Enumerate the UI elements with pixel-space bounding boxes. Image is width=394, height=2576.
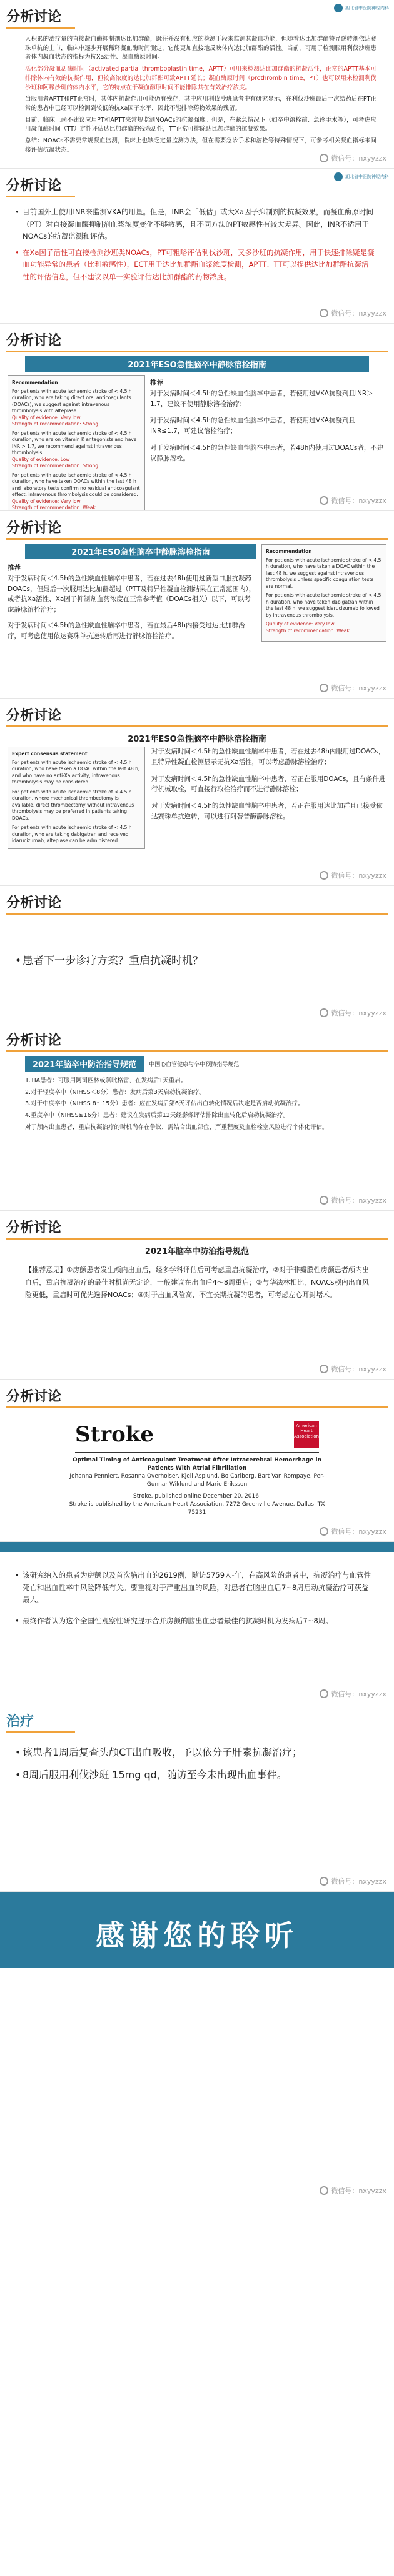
stroke-journal-logo: Stroke xyxy=(75,1422,154,1447)
paragraph: 人积累的治疗量的直接凝血酶抑制剂达比加群酯，既往并没有相应的检测手段来监测其凝血功能，但随着达比加群酯特异逆转剂依达赛珠单抗的上市，临床中逐步开展稀释凝血酶时间测定，它能更加直接地反映体内达比加群酯的活性。当前，可用于检测服用利伐沙班患者体内凝血状态的指标为抗Xa活性、凝血酶原时间。 xyxy=(25,36,376,61)
zh-paragraph: 对于发病时间＜4.5h的急性缺血性脑卒中患者，若在过去48h内服用过DOACs，且特异性凝血检测显示无抗Xa活性，可以考虑静脉溶栓治疗； xyxy=(151,748,385,766)
section-heading: 分析讨论 xyxy=(6,1388,62,1405)
slide-subtitle: 2021年ESO急性脑卒中静脉溶栓指南 xyxy=(128,735,266,744)
paragraph: 3.对于中度卒中（NIHSS 8～15分）患者：应在发病后第6天评估出血转化情况后决定是否启动抗凝治疗。 xyxy=(25,1100,304,1108)
zh-paragraph: 对于发病时间＜4.5h的急性缺血性脑卒中患者，若48h内使用过DOACs者，不建议静脉溶栓。 xyxy=(150,444,384,462)
bullet-item: • 该患者1周后复查头颅CT出血吸收，予以依分子肝素抗凝治疗； xyxy=(14,1744,375,1761)
box-text: For patients with acute ischaemic stroke of < 4.5 h duration, who are taking direct oral anticoagulants (DOACs), we suggest against intravenous thrombolysis with alteplase. xyxy=(12,388,132,414)
blank-area xyxy=(0,1968,394,2191)
zh-paragraph: 对于发病时间＜4.5h的急性缺血性脑卒中患者，若在过去48h使用过新型口服抗凝药DOACs，但最后一次服用达比加群超过（PTT及特异性凝血检测结果在正常范围内），或者抗Xa活性、Xa因子抑制剂血药浓度在正常参考值（DOACs相关）以下，可以考虑静脉溶栓治疗； xyxy=(8,574,256,614)
zh-paragraph: 对于发病时间＜4.5h的急性缺血性脑卒中患者，若在最后48h内接受过达比加群治疗，可考虑使用依达赛珠单抗逆转后再进行静脉溶栓治疗。 xyxy=(8,621,245,640)
wechat-icon xyxy=(320,1196,328,1205)
section-heading: 分析讨论 xyxy=(6,332,62,349)
heading-rule xyxy=(6,351,388,352)
publisher-label: 中国心血管健康与卒中预防指导规范 xyxy=(149,1062,240,1068)
box-text: For patients with acute ischaemic stroke of < 4.5 h duration, who have taken dabigatran within the last 48 h, we suggest idarucizumab followed by intravenous thrombolysis. xyxy=(266,592,381,618)
wechat-icon xyxy=(320,1008,328,1017)
watermark: 微信号：nxyyzzx xyxy=(320,1364,386,1374)
section-heading: 分析讨论 xyxy=(6,520,62,536)
zh-paragraph: 对于发病时间＜4.5h的急性缺血性脑卒中患者，若正在服用达比加群且已接受依达赛珠单抗逆转，可以进行阿替普酶静脉溶栓。 xyxy=(151,802,383,820)
watermark: 微信号：nxyyzzx xyxy=(320,495,386,505)
box-text: For patients with acute ischaemic stroke of < 4.5 h duration, who have taken a DOAC within the last 48 h, we suggest against intravenous thrombolysis unless specific coagulation tests are normal. xyxy=(266,557,381,589)
wechat-icon xyxy=(320,1527,328,1536)
recommendation-strength: Strength of recommendation: Strong xyxy=(12,463,99,469)
zh-paragraph: 对于发病时间＜4.5h的急性缺血性脑卒中患者，若使用过VKA抗凝剂且INR≤1.7，可建议溶栓治疗； xyxy=(150,417,355,435)
recommend-label: 推荐 xyxy=(150,379,163,387)
section-heading: 分析讨论 xyxy=(6,895,62,911)
bullet-item-highlight: • 在Xa因子活性可直接检测沙班类NOACs，PT可粗略评估利伐沙班，又多沙班的抗凝作用，用于快速排除疑是凝血功能异常的患者（比利敏感性），ECT用于达比加群酯血浆浓度检测，APTT、TT可以提供达比加群酯抗凝活性的评估信息，但不建议以单一实验评估达比加群酯的药物浓度。 xyxy=(14,247,375,284)
slide-prevention-guideline-1 xyxy=(0,1023,394,1211)
section-heading: 分析讨论 xyxy=(6,707,62,724)
slide-next-steps xyxy=(0,886,394,1023)
wechat-icon xyxy=(320,871,328,880)
box-text: For patients with acute ischaemic stroke of < 4.5 h duration, who are on vitamin K antagonists and have INR > 1.7, we recommend against intravenous thrombolysis. xyxy=(12,430,137,455)
slide-subtitle: 2021年ESO急性脑卒中静脉溶栓指南 xyxy=(25,356,369,372)
zh-paragraph: 对于发病时间＜4.5h的急性缺血性脑卒中患者，若正在服用DOACs，且有条件进行机械取栓，可直接行取栓治疗而不进行静脉溶栓； xyxy=(151,775,386,793)
evidence-quality: Quality of evidence: Very low xyxy=(12,414,81,420)
paragraph: 2.对于轻度卒中（NIHSS＜8分）患者：发病后第3天启动抗凝治疗。 xyxy=(25,1088,205,1096)
recommend-label: 推荐 xyxy=(8,564,21,572)
bullet-list xyxy=(0,915,394,970)
bullet-list xyxy=(0,1733,394,1783)
wechat-icon xyxy=(320,496,328,505)
article-authors: Johanna Pennlert, Rosanna Overholser, Kjell Asplund, Bo Carlberg, Bart Van Rompaye, Per-Gunnar Wiklund and Marie Eriksson xyxy=(69,1473,325,1488)
heading-rule xyxy=(6,538,388,540)
recommendation-strength: Strength of recommendation: Weak xyxy=(266,627,350,634)
slide-coagulation-monitoring xyxy=(0,0,394,169)
bullet-list xyxy=(0,197,394,283)
publication-note: Stroke is published by the American Heart Association, 7272 Greenville Avenue, Dallas, TX 75231 xyxy=(69,1501,325,1516)
watermark: 微信号：nxyyzzx xyxy=(320,1689,386,1699)
watermark: 微信号：nxyyzzx xyxy=(320,1195,386,1205)
bullet-item: • 患者下一步诊疗方案？重启抗凝时机？ xyxy=(14,952,375,970)
paragraph-highlight: 活化部分凝血活酶时间（activated partial thromboplastin time，APTT）可用来检测达比加群酯的抗凝活性，正常的APTT基本可排除体内有效的抗凝作用，但较高浓度的达比加群酯可致APTT延长；凝血酶原时间（prothrombin time，PT）也可以用来检测利伐沙班和阿哌沙班的体内水平，它的特点在于凝血酶原时间不能排除其在有效治疗浓度。 xyxy=(25,66,376,91)
box-title: Expert consensus statement xyxy=(12,751,88,757)
slide-inr-limitations xyxy=(0,169,394,324)
thanks-text: 感谢您的聆听 xyxy=(96,1919,298,1952)
slide-stroke-article xyxy=(0,1380,394,1542)
watermark: 微信号：nxyyzzx xyxy=(320,683,386,693)
corner-logo: 湖北省中医院神经内科 xyxy=(334,4,389,12)
section-heading: 分析讨论 xyxy=(6,1032,62,1048)
paragraph: 总结：NOACs不需要常规凝血监测，临床上也缺乏定量监测方法，但在需要急诊手术和溶栓等特殊情况下，可参考相关凝血指标来间接评估抗凝状态。 xyxy=(25,137,376,154)
box-text: For patients with acute ischaemic stroke of < 4.5 h duration, who have taken DOACs within the last 48 h and laboratory tests confirm no residual anticoagulant effect, intravenous thrombolysis could be considered. xyxy=(12,472,140,497)
slide-eso-guideline-1 xyxy=(0,324,394,511)
wechat-icon xyxy=(320,2186,328,2195)
slide-subtitle: 2021年ESO急性脑卒中静脉溶栓指南 xyxy=(25,544,256,559)
paragraph: 1.TIA患者：可服用阿司匹林或氯吡格雷，在发病后1天重启。 xyxy=(25,1077,187,1084)
slide-study-conclusion xyxy=(0,1542,394,1704)
box-title: Recommendation xyxy=(12,380,58,385)
evidence-quality: Quality of evidence: Very low xyxy=(266,621,335,627)
thanks-banner xyxy=(0,1892,394,1968)
slide-eso-guideline-3 xyxy=(0,699,394,886)
watermark: 微信号：nxyyzzx xyxy=(320,1876,386,1886)
wechat-icon xyxy=(320,1877,328,1886)
hospital-logo-icon xyxy=(334,4,343,12)
recommendation-strength: Strength of recommendation: Weak xyxy=(12,505,96,510)
chinese-translation xyxy=(150,375,386,511)
watermark: 微信号：nxyyzzx xyxy=(320,153,386,163)
section-heading: 分析讨论 xyxy=(6,177,62,194)
slide-eso-guideline-2 xyxy=(0,511,394,699)
section-heading: 治疗 xyxy=(6,1713,34,1729)
guideline-excerpt-box xyxy=(8,747,145,849)
slide-subtitle: 2021年脑卒中防治指导规范 xyxy=(144,1247,250,1256)
bullet-item: • 该研究纳入的患者为房颤以及首次脑出血的2619例，随访5759人-年，在高风险的患者中，抗凝治疗与血管性死亡和出血性卒中风险降低有关。要重视对于严重出血的风险，对患者在脑出血后7~8周启动抗凝治疗可获益最大。 xyxy=(14,1569,375,1606)
corner-logo: 湖北省中医院神经内科 xyxy=(334,172,389,181)
zh-paragraph: 对于发病时间＜4.5h的急性缺血性脑卒中患者，若使用过VKA抗凝剂且INR＞1.7，建议不使用静脉溶栓治疗； xyxy=(150,389,373,408)
section-heading: 分析讨论 xyxy=(6,9,62,25)
chinese-translation xyxy=(8,563,256,642)
slide-thanks xyxy=(0,1892,394,2201)
watermark: 微信号：nxyyzzx xyxy=(320,308,386,318)
hospital-logo-icon xyxy=(334,172,343,181)
evidence-quality: Quality of evidence: Very low xyxy=(12,498,81,504)
wechat-icon xyxy=(320,154,328,162)
bullet-item: • 最终作者认为这个全国性观察性研究提示合并房颤的脑出血患者最佳的抗凝时机为发病后7~8周。 xyxy=(14,1615,375,1628)
wechat-icon xyxy=(320,1365,328,1373)
aha-logo-icon: American Heart Association xyxy=(294,1421,319,1448)
box-text: For patients with acute ischaemic stroke of < 4.5 h duration, who are taking dabigatran and received idarucizumab, alteplase can be administered. xyxy=(12,825,132,843)
wechat-icon xyxy=(320,684,328,692)
chinese-translation xyxy=(151,747,386,849)
paragraph: 目前，临床上尚不建议应用PT和APTT来常规监测NOACs的抗凝强度。但是，在紧急情况下（如卒中溶栓前、急诊手术等），可考虑应用凝血酶时间（TT）定性评估达比加群酯的残余活性，TT正常可排除达比加群酯的抗凝效果。 xyxy=(25,116,376,133)
watermark: 微信号：nxyyzzx xyxy=(320,2186,386,2196)
paragraph: 对于颅内出血患者，重启抗凝治疗的时机尚存在争议，需结合出血部位、严重程度及血栓栓塞风险进行个体化评估。 xyxy=(25,1123,328,1131)
guideline-excerpt-box xyxy=(261,544,386,642)
box-title: Recommendation xyxy=(266,549,312,554)
bullet-item: • 8周后服用利伐沙班 15mg qd，随访至今未出现出血事件。 xyxy=(14,1767,375,1783)
wechat-icon xyxy=(320,1689,328,1698)
slide-treatment xyxy=(0,1704,394,1892)
guideline-excerpt-box xyxy=(8,375,145,511)
box-text: For patients with acute ischaemic stroke of < 4.5 h duration, who have taken a DOAC within the last 48 h, and who have no anti-Xa activity, intravenous thrombolysis may be considered. xyxy=(12,759,140,785)
recommendation-strength: Strength of recommendation: Strong xyxy=(12,421,99,427)
section-heading: 分析讨论 xyxy=(6,1220,62,1236)
paragraph: 【推荐意见】①房颤患者发生颅内出血后，经多学科评估后可考虑重启抗凝治疗，②对于非瓣膜性房颤患者颅内出血后，重启抗凝治疗的最佳时机尚无定论，一般建议在出血后4～8周重启；③与华法林相比，NOACs颅内出血风险更低，重启时可优先选择NOACs；④对于出血风险高、不宜长期抗凝的患者，可考虑左心耳封堵术。 xyxy=(25,1266,369,1299)
watermark: 微信号：nxyyzzx xyxy=(320,1526,386,1536)
bullet-item: • 目前国外上使用INR来监测VKA的用量。但是，INR会「低估」或大Xa因子抑制剂的抗凝效果，而凝血酶原时间（PT）对直接凝血酶抑制剂血浆浓度变化不够敏感，且不同方法的PT敏感性有较大差异。因此，INR不适用于NOACs的抗凝监测和评估。 xyxy=(14,206,375,243)
article-title: Optimal Timing of Anticoagulant Treatment After Intracerebral Hemorrhage in Patients With Atrial Fibrillation xyxy=(73,1457,321,1472)
publication-note: Stroke. published online December 20, 2016; xyxy=(133,1493,261,1500)
box-text: For patients with acute ischaemic stroke of < 4.5 h duration, where mechanical thrombectomy is available, direct thrombectomy without intravenous thrombolysis may be preferred in patients taking DOACs. xyxy=(12,788,134,821)
watermark: 微信号：nxyyzzx xyxy=(320,870,386,880)
paragraph: 当服用者APTT和PT正常时，其体内抗凝作用可能仍有残存，其中应用利伐沙班患者中有研究显示，在利伐沙班最后一次给药后在PT正常的患者中已经可以检测到较低的抗Xa因子水平，因此不能排除药物效果的残留。 xyxy=(25,96,376,112)
watermark: 微信号：nxyyzzx xyxy=(320,1008,386,1018)
wechat-icon xyxy=(320,309,328,317)
bullet-list xyxy=(0,1552,394,1627)
top-band xyxy=(0,1542,394,1552)
evidence-quality: Quality of evidence: Low xyxy=(12,456,70,462)
slide-subtitle: 2021年脑卒中防治指导规范 xyxy=(25,1056,144,1072)
paragraph: 4.重度卒中（NIHSS≥16分）患者：建议在发病后第12天经影像评估排除出血转化后启动抗凝治疗。 xyxy=(25,1112,289,1120)
slide-prevention-guideline-2 xyxy=(0,1211,394,1380)
